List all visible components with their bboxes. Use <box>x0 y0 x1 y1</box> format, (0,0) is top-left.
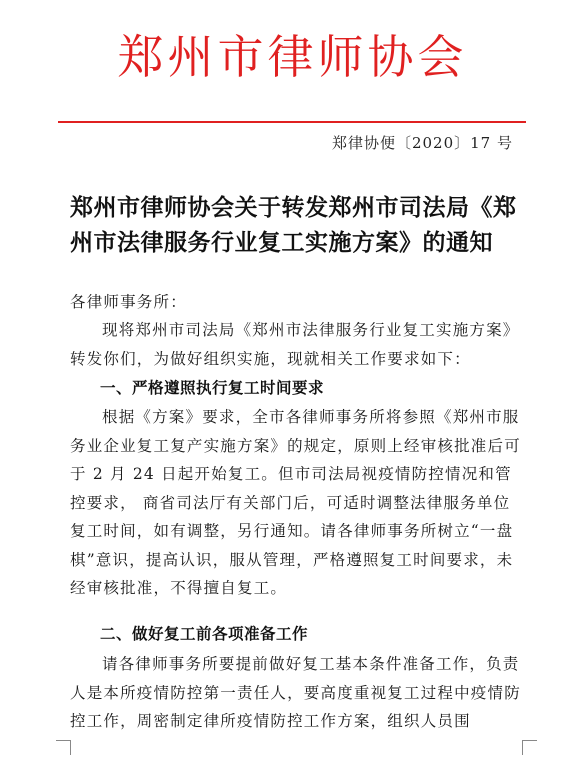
section-1-heading: 一、严格遵照执行复工时间要求 <box>100 379 325 397</box>
salutation: 各律师事务所： <box>70 293 187 311</box>
section-1-body: 根据《方案》要求，全市各律师事务所将参照《郑州市服务业企业复工复产实施方案》的规定，原则上经审核批准后可于 2 月 24 日起开始复工。但市司法局视疫情防控情况和管控要求， 商省司法厅有关部门后，可适时调整法律服务单位复工时间，如有调整，另行通知。请各律师事务所树立“一盘棋”意识，提高认识，服从管理，严格遵照复工时间要求，未经审核批准，不得擅自复工。 <box>70 408 521 597</box>
red-header-rule <box>58 121 526 123</box>
section-2-heading: 二、做好复工前各项准备工作 <box>100 625 309 643</box>
margin-corner-mark-left <box>56 740 71 755</box>
org-header-title: 郑州市律师协会 <box>117 30 468 84</box>
document-number: 郑律协便〔2020〕17 号 <box>331 134 513 152</box>
document-title: 郑州市律师协会关于转发郑州市司法局《郑州市法律服务行业复工实施方案》的通知 <box>70 194 517 256</box>
intro-paragraph: 现将郑州市司法局《郑州市法律服务行业复工实施方案》转发你们，为做好组织实施，现就相关工作要求如下： <box>70 321 520 368</box>
margin-corner-mark-right <box>522 740 537 755</box>
section-2-body: 请各律师事务所要提前做好复工基本条件准备工作，负责人是本所疫情防控第一责任人，要高度重视复工过程中疫情防控工作，周密制定律所疫情防控工作方案，组织人员围 <box>70 655 521 730</box>
